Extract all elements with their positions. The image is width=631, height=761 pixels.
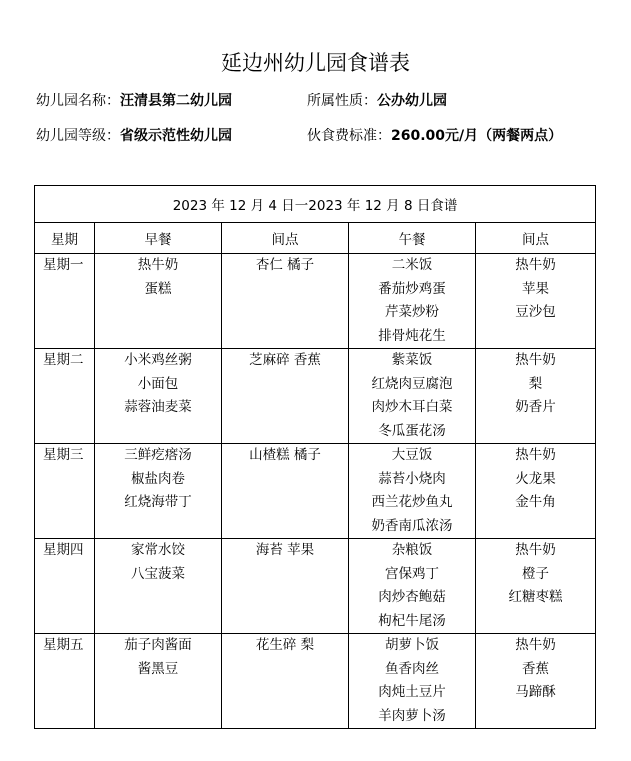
menu-item: 家常水饺 (131, 542, 185, 558)
breakfast-cell (95, 349, 222, 444)
menu-item: 红烧海带丁 (124, 494, 192, 510)
menu-item: 肉炒杏鲍菇 (378, 589, 446, 605)
lunch-cell (349, 634, 476, 729)
morning-snack-cell (222, 634, 349, 729)
name-label: 幼儿园名称： (36, 93, 120, 109)
day-cell (35, 444, 95, 539)
table-caption: 2023 年 12 月 4 日一2023 年 12 月 8 日食谱 (35, 186, 596, 223)
day-label: 星期五 (43, 637, 84, 653)
morning-snack-cell (222, 254, 349, 349)
menu-item: 鱼香肉丝 (385, 660, 439, 677)
menu-item: 大豆饭 (391, 447, 433, 463)
lunch-cell (349, 539, 476, 634)
header-day: 星期 (35, 223, 95, 254)
afternoon-snack-cell (476, 444, 596, 539)
afternoon-snack-cell (476, 349, 596, 444)
menu-item: 冬瓜蛋花汤 (378, 422, 446, 439)
menu-item: 奶香片 (515, 399, 556, 415)
name-value: 汪清县第二幼儿园 (120, 93, 232, 109)
type-label: 所属性质： (307, 93, 377, 109)
day-label: 星期三 (43, 447, 84, 463)
header-breakfast: 早餐 (95, 223, 222, 254)
table-row (35, 444, 596, 539)
menu-item: 西兰花炒鱼丸 (371, 494, 453, 510)
menu-item: 八宝菠菜 (131, 565, 185, 582)
menu-item: 椒盐肉卷 (131, 470, 185, 487)
menu-item: 杏仁 橘子 (255, 257, 315, 273)
menu-item: 红糖枣糕 (508, 589, 563, 605)
menu-item: 蛋糕 (144, 280, 172, 297)
menu-item: 金牛角 (515, 494, 556, 510)
menu-item: 蒜蓉油麦菜 (124, 399, 192, 415)
morning-snack-cell (222, 539, 349, 634)
breakfast-cell (95, 539, 222, 634)
lunch-cell (349, 349, 476, 444)
menu-item: 花生碎 梨 (255, 637, 315, 653)
menu-item: 香蕉 (522, 660, 550, 677)
menu-item: 肉炒木耳白菜 (371, 399, 453, 415)
kindergarten-grade (36, 127, 232, 145)
day-cell (35, 349, 95, 444)
menu-item: 热牛奶 (515, 542, 556, 558)
menu-item: 热牛奶 (515, 447, 556, 463)
menu-item: 枸杞牛尾汤 (378, 612, 446, 629)
header-snack: 间点 (476, 223, 596, 254)
menu-item: 马蹄酥 (515, 684, 556, 700)
menu-item: 豆沙包 (515, 304, 556, 320)
day-cell (35, 634, 95, 729)
menu-item: 酱黑豆 (137, 660, 179, 677)
menu-item: 芹菜炒粉 (385, 304, 439, 320)
day-label: 星期二 (43, 352, 84, 368)
afternoon-snack-cell (476, 634, 596, 729)
menu-table (34, 185, 596, 729)
day-cell (35, 539, 95, 634)
breakfast-cell (95, 444, 222, 539)
day-cell (35, 254, 95, 349)
type-value: 公办幼儿园 (377, 93, 447, 109)
kindergarten-type (307, 92, 447, 110)
menu-item: 热牛奶 (515, 637, 556, 653)
menu-item: 二米饭 (391, 257, 433, 273)
lunch-cell (349, 444, 476, 539)
table-row (35, 634, 596, 729)
menu-item: 肉炖土豆片 (378, 684, 446, 700)
table-row (35, 254, 596, 349)
grade-label: 幼儿园等级： (36, 128, 120, 144)
menu-item: 小米鸡丝粥 (124, 352, 192, 368)
kindergarten-name (36, 92, 232, 110)
meal-fee (307, 127, 562, 145)
afternoon-snack-cell (476, 539, 596, 634)
menu-item: 茄子肉酱面 (124, 637, 192, 653)
grade-value: 省级示范性幼儿园 (120, 128, 232, 144)
menu-item: 橙子 (522, 565, 550, 582)
table-row (35, 539, 596, 634)
menu-item: 排骨炖花生 (378, 327, 446, 344)
menu-item: 红烧肉豆腐泡 (371, 375, 453, 392)
menu-item: 小面包 (137, 375, 179, 392)
menu-item: 宫保鸡丁 (385, 565, 439, 582)
menu-item: 苹果 (522, 280, 550, 297)
menu-item: 火龙果 (515, 470, 556, 487)
menu-item: 三鲜疙瘩汤 (124, 447, 192, 463)
table-row (35, 349, 596, 444)
day-label: 星期一 (43, 257, 84, 273)
lunch-cell (349, 254, 476, 349)
menu-item: 海苔 苹果 (255, 542, 315, 558)
menu-item: 蒜苔小烧肉 (378, 470, 446, 487)
menu-item: 奶香南瓜浓汤 (371, 517, 453, 534)
fee-value: 260.00元/月（两餐两点） (391, 128, 563, 144)
menu-item: 杂粮饭 (391, 542, 433, 558)
menu-item: 芝麻碎 香蕉 (249, 352, 321, 368)
menu-item: 山楂糕 橘子 (249, 447, 321, 463)
header-lunch: 午餐 (349, 223, 476, 254)
morning-snack-cell (222, 444, 349, 539)
menu-item: 热牛奶 (515, 257, 556, 273)
header-snack: 间点 (222, 223, 349, 254)
breakfast-cell (95, 254, 222, 349)
day-label: 星期四 (43, 542, 84, 558)
breakfast-cell (95, 634, 222, 729)
page-title: 延边州幼儿园食谱表 (221, 51, 410, 75)
afternoon-snack-cell (476, 254, 596, 349)
menu-item: 胡萝卜饭 (385, 637, 439, 653)
menu-item: 紫菜饭 (391, 352, 433, 368)
menu-item: 热牛奶 (515, 352, 556, 368)
menu-item: 梨 (528, 375, 543, 392)
menu-item: 热牛奶 (137, 257, 179, 273)
menu-item: 羊肉萝卜汤 (378, 707, 446, 724)
morning-snack-cell (222, 349, 349, 444)
fee-label: 伙食费标准： (307, 128, 391, 144)
table-header-row (35, 223, 596, 254)
menu-item: 番茄炒鸡蛋 (378, 280, 446, 297)
